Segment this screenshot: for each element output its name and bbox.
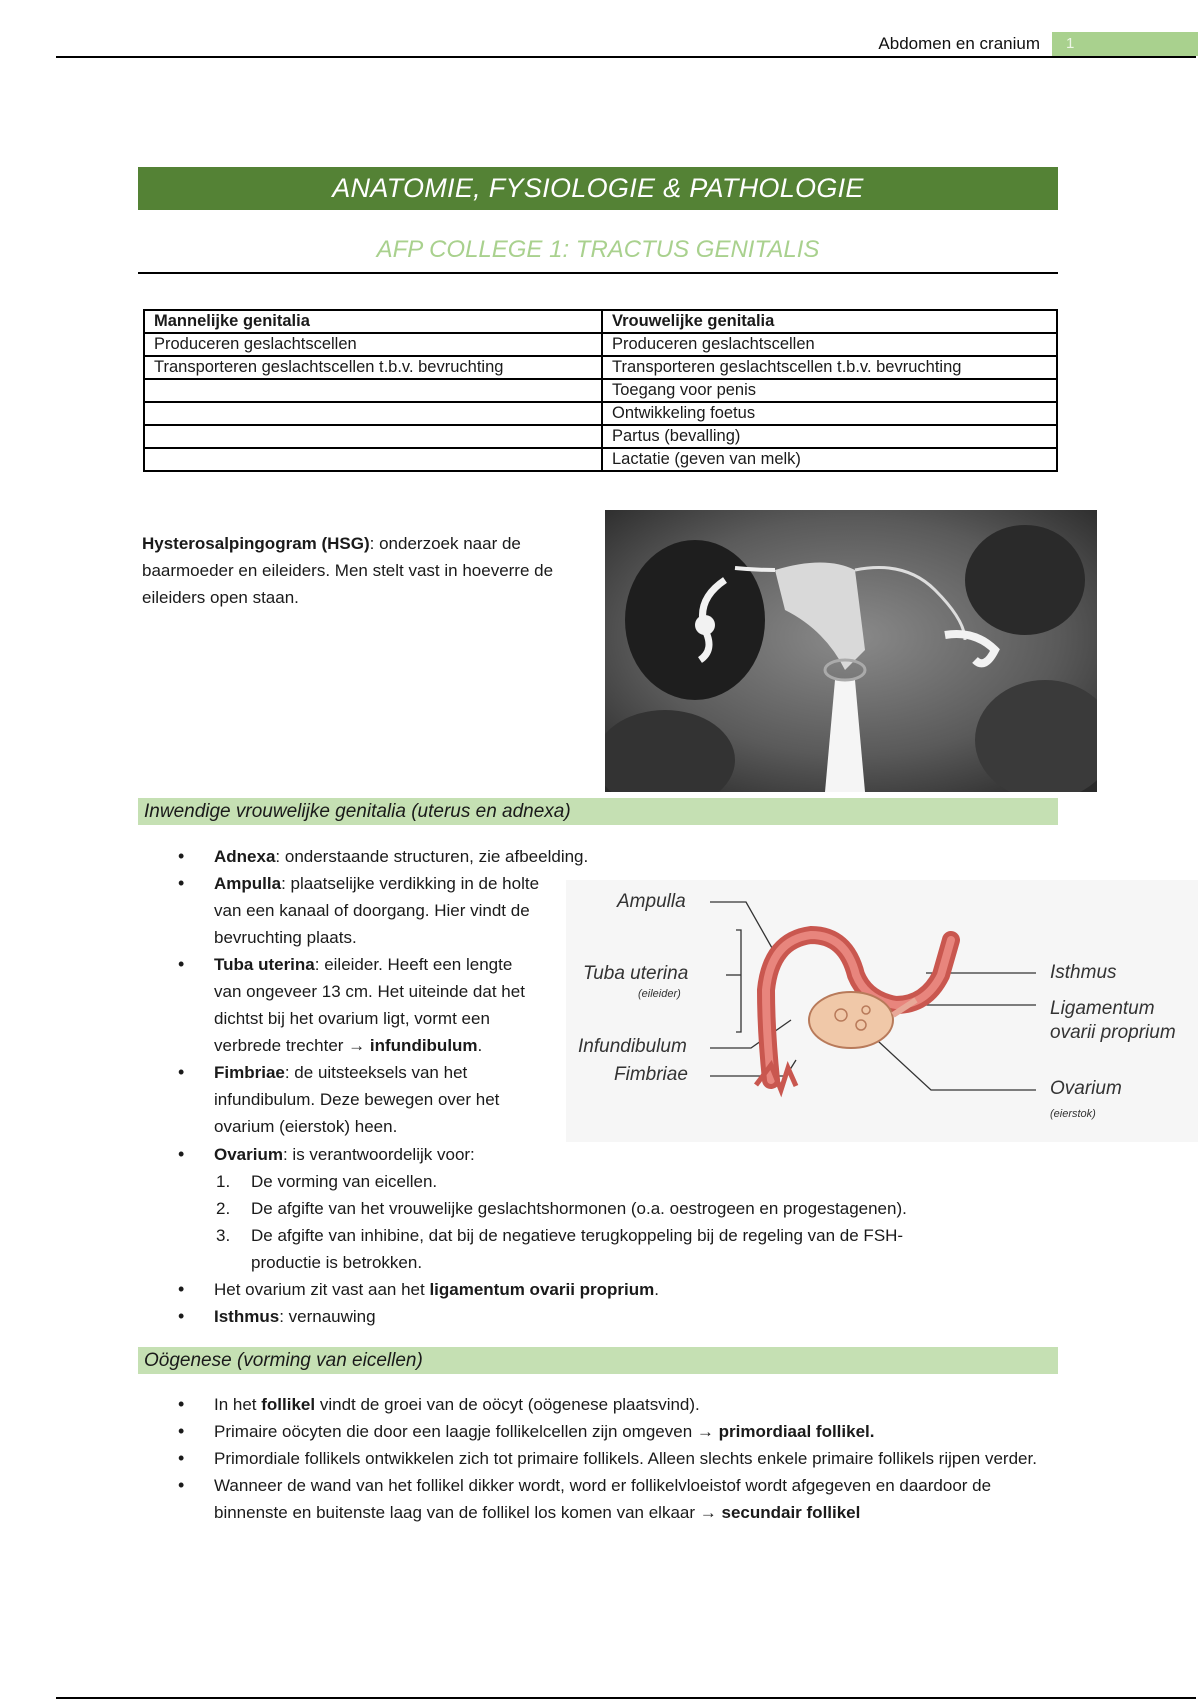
- hsg-term: Hysterosalpingogram (HSG): [142, 534, 370, 553]
- list-item: [214, 870, 544, 951]
- list-term: Ovarium: [214, 1145, 283, 1164]
- table-cell: Transporteren geslachtscellen t.b.v. bevruchting: [144, 356, 602, 379]
- table-row: [144, 402, 1057, 425]
- list-item: [214, 951, 544, 1059]
- footer-rule: [56, 1697, 1196, 1699]
- list-bold: infundibulum: [369, 1036, 478, 1055]
- table-cell: Produceren geslachtscellen: [602, 333, 1057, 356]
- table-cell: [144, 448, 602, 471]
- table-cell: [144, 379, 602, 402]
- section-heading-inwendige: Inwendige vrouwelijke genitalia (uterus en adnexa): [138, 798, 1058, 825]
- hsg-description: : onderzoek naar de baarmoeder en eileiders. Men stelt vast in hoeverre de eileiders open staan.: [142, 534, 554, 607]
- document-title: ANATOMIE, FYSIOLOGIE & PATHOLOGIE: [138, 167, 1058, 210]
- list-item: [214, 1418, 1054, 1445]
- label-ligamentum-2: ovarii proprium: [1050, 1022, 1176, 1043]
- hsg-paragraph: [142, 530, 582, 611]
- table-cell: Toegang voor penis: [602, 379, 1057, 402]
- list-term: Ampulla: [214, 874, 282, 893]
- adnexa-diagram: [566, 880, 1198, 1142]
- label-isthmus: Isthmus: [1050, 962, 1117, 983]
- list-term: Tuba uterina: [214, 955, 315, 974]
- label-ligamentum-1: Ligamentum: [1050, 998, 1155, 1019]
- numbered-item: [178, 1168, 1064, 1195]
- list-bold: primordiaal follikel.: [718, 1422, 875, 1441]
- label-ovarium: Ovarium: [1050, 1078, 1122, 1099]
- list-item: [214, 843, 714, 870]
- label-ovarium-sub: (eierstok): [1050, 1108, 1096, 1120]
- list-item: [214, 1303, 1064, 1330]
- list-text: Primordiale follikels ontwikkelen zich tot primaire follikels. Alleen slechts enkele primaire follikels rijpen verder.: [214, 1449, 1037, 1468]
- item-number: 1.: [216, 1172, 231, 1191]
- genitalia-comparison-table: [143, 309, 1058, 472]
- table-row: [144, 356, 1057, 379]
- item-text: De afgifte van inhibine, dat bij de negatieve terugkoppeling bij de regeling van de FSH-productie is betrokken.: [251, 1226, 904, 1272]
- table-row: [144, 379, 1057, 402]
- label-tuba-sub: (eileider): [638, 988, 681, 1000]
- table-header-male: Mannelijke genitalia: [144, 310, 602, 333]
- adnexa-list: [214, 843, 589, 1140]
- document-subtitle: AFP COLLEGE 1: TRACTUS GENITALIS: [376, 236, 820, 263]
- list-text: Wanneer de wand van het follikel dikker wordt, word er follikelvloeistof wordt afgegeven en daardoor de binnenste en buitenste laag van de follikel los komen van elkaar →: [214, 1476, 992, 1522]
- list-text: vindt de groei van de oöcyt (oögenese plaatsvind).: [315, 1395, 700, 1414]
- item-text: De afgifte van het vrouwelijke geslachtshormonen (o.a. oestrogeen en progestagenen).: [251, 1199, 907, 1218]
- table-cell: Transporteren geslachtscellen t.b.v. bevruchting: [602, 356, 1057, 379]
- label-ampulla: Ampulla: [617, 891, 686, 912]
- list-item: [214, 1276, 1064, 1303]
- table-cell: Ontwikkeling foetus: [602, 402, 1057, 425]
- list-text: In het: [214, 1395, 262, 1414]
- list-bold: ligamentum ovarii proprium: [429, 1280, 655, 1299]
- item-text: De vorming van eicellen.: [251, 1172, 438, 1191]
- label-infundibulum: Infundibulum: [578, 1036, 687, 1057]
- list-text: : vernauwing: [279, 1307, 376, 1326]
- table-cell: [144, 425, 602, 448]
- table-row: [144, 333, 1057, 356]
- list-text: : de uitsteeksels van het infundibulum. Deze bewegen over het ovarium (eierstok) heen.: [214, 1063, 500, 1136]
- list-text: : is verantwoordelijk voor:: [282, 1145, 475, 1164]
- item-number: 3.: [216, 1226, 231, 1245]
- list-term: Adnexa: [214, 847, 276, 866]
- list-text: Primaire oöcyten die door een laagje follikelcellen zijn omgeven →: [214, 1422, 719, 1441]
- label-fimbriae: Fimbriae: [614, 1064, 688, 1085]
- running-header-title: Abdomen en cranium: [878, 34, 1040, 53]
- page-number: 1: [1052, 32, 1198, 56]
- numbered-item: [178, 1222, 951, 1276]
- list-bold: follikel: [261, 1395, 316, 1414]
- table-header-female: Vrouwelijke genitalia: [602, 310, 1057, 333]
- subtitle-rule: [138, 272, 1058, 274]
- table-cell: Lactatie (geven van melk): [602, 448, 1057, 471]
- ovarium-list: [214, 1141, 1064, 1330]
- list-item: [214, 1141, 1064, 1276]
- list-term: Fimbriae: [214, 1063, 285, 1082]
- table-row: [144, 448, 1057, 471]
- list-text: : eileider. Heeft een lengte van ongeveer 13 cm. Het uiteinde dat het dichtst bij het ovarium ligt, vormt een verbrede trechter →: [214, 955, 525, 1055]
- list-item: [214, 1391, 1054, 1418]
- ovarium-functions: [178, 1168, 1064, 1276]
- table-cell: Produceren geslachtscellen: [144, 333, 602, 356]
- table-header-row: [144, 310, 1057, 333]
- numbered-item: [178, 1195, 1064, 1222]
- header-rule: [56, 56, 1196, 58]
- label-tuba-uterina: Tuba uterina: [583, 963, 689, 984]
- list-text: .: [477, 1036, 483, 1055]
- list-text: : plaatselijke verdikking in de holte van een kanaal of doorgang. Hier vindt de bevruchting plaats.: [214, 874, 540, 947]
- oogenese-list: [214, 1391, 1054, 1526]
- list-text: : onderstaande structuren, zie afbeelding.: [275, 847, 589, 866]
- list-item: [214, 1472, 1054, 1526]
- list-text: .: [654, 1280, 659, 1299]
- table-cell: Partus (bevalling): [602, 425, 1057, 448]
- table-cell: [144, 402, 602, 425]
- list-term: Isthmus: [214, 1307, 280, 1326]
- hsg-xray-image: [605, 510, 1097, 792]
- list-item: [214, 1059, 544, 1140]
- list-item: [214, 1445, 1054, 1472]
- item-number: 2.: [216, 1199, 231, 1218]
- list-text: Het ovarium zit vast aan het: [214, 1280, 430, 1299]
- section-heading-oogenese: Oögenese (vorming van eicellen): [138, 1347, 1058, 1374]
- list-bold: secundair follikel: [721, 1503, 861, 1522]
- table-row: [144, 425, 1057, 448]
